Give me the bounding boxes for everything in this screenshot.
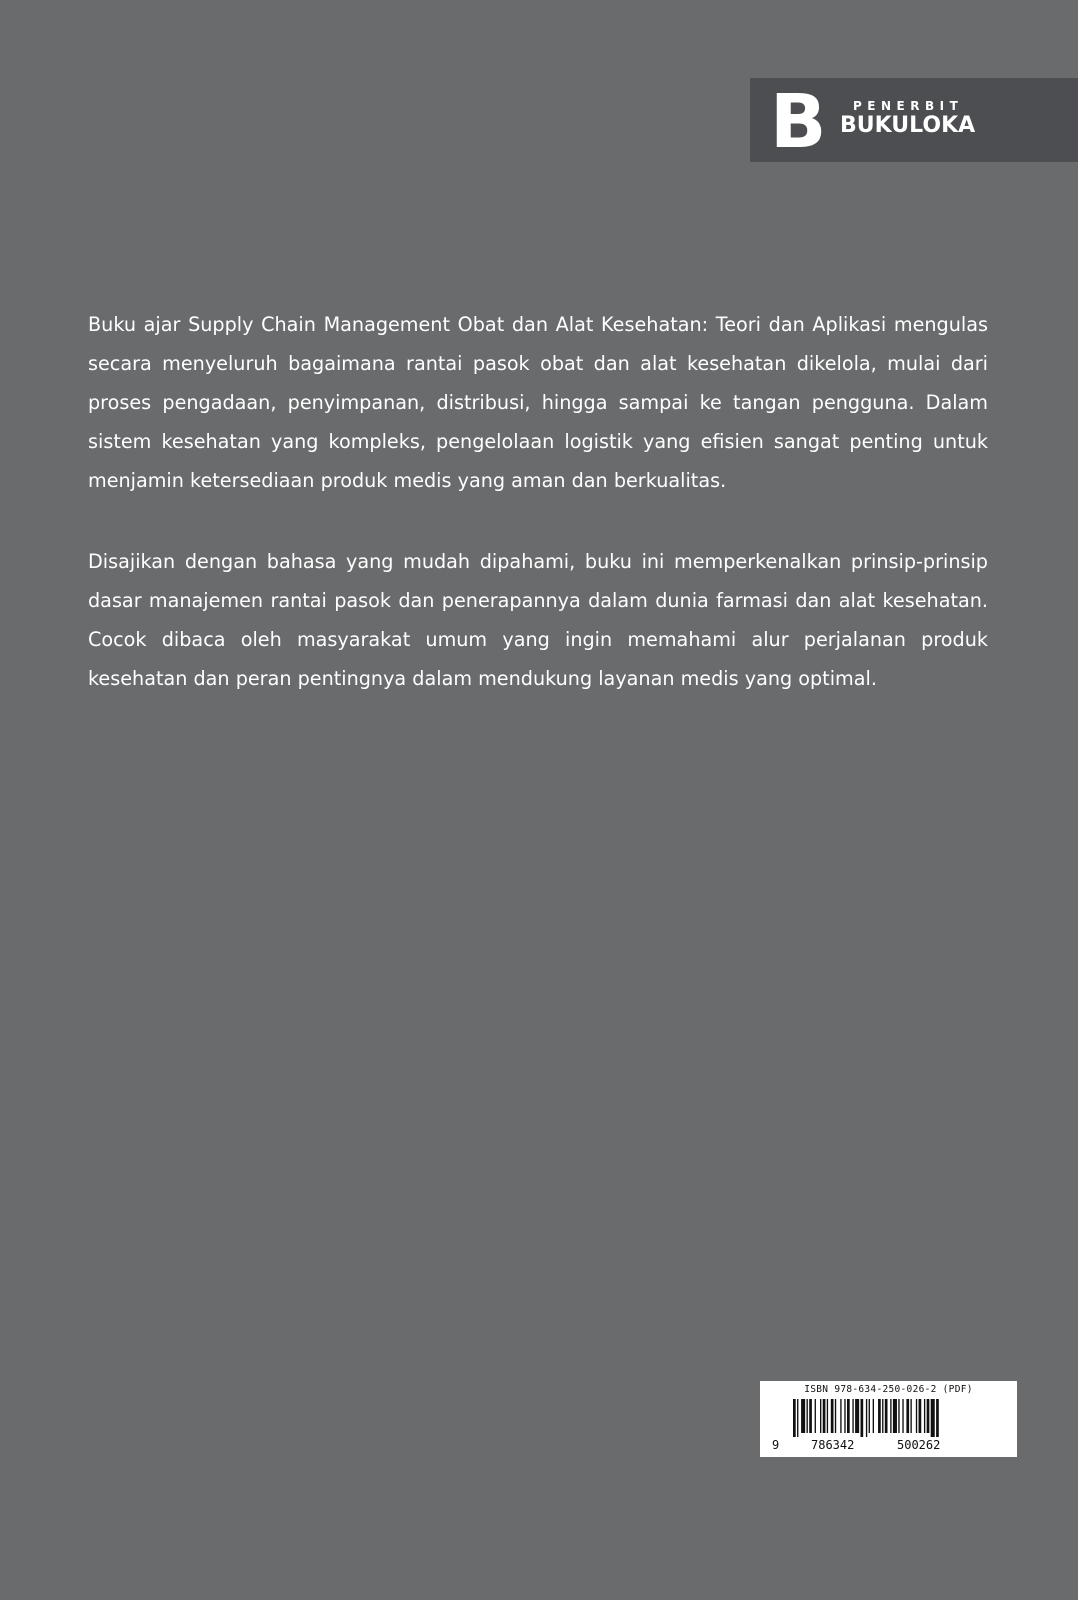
- blurb-paragraph-2: Disajikan dengan bahasa yang mudah dipahami, buku ini memperkenalkan prinsip-prinsip dasar manajemen rantai pasok dan penerapannya dalam dunia farmasi dan alat kesehatan. Cocok dibaca oleh masyarakat umum yang ingin memahami alur perjalanan produk kesehatan dan peran pentingnya dalam mendukung layanan medis yang optimal.: [88, 550, 988, 690]
- barcode-bar: [801, 1399, 805, 1433]
- barcode-bar: [809, 1399, 812, 1433]
- barcode-bar: [820, 1399, 821, 1433]
- barcode-bar: [861, 1399, 864, 1437]
- publisher-name: BUKULOKA: [840, 113, 976, 138]
- barcode-bar: [882, 1399, 883, 1433]
- barcode-digits-right: 500262: [897, 1438, 941, 1452]
- barcode-bar: [807, 1399, 808, 1433]
- barcode-bar: [893, 1399, 897, 1433]
- barcode-bar: [910, 1399, 911, 1433]
- publisher-label: PENERBIT: [853, 99, 964, 113]
- barcode-bar: [885, 1399, 888, 1433]
- barcode-bar: [931, 1399, 935, 1437]
- barcode-bar: [924, 1399, 925, 1433]
- barcode-bar: [898, 1399, 899, 1433]
- isbn-number: ISBN 978-634-250-026-2 (PDF): [804, 1384, 973, 1395]
- barcode-bar: [835, 1399, 836, 1433]
- barcode-bar: [916, 1399, 917, 1433]
- blurb-paragraph-1: Buku ajar Supply Chain Management Obat dan Alat Kesehatan: Teori dan Aplikasi mengulas secara menyeluruh bagaimana rantai pasok obat dan alat kesehatan dikelola, mulai dari proses pengadaan, penyimpanan, distribusi, hingga sampai ke tangan pengguna. Dalam sistem kesehatan yang kompleks, pengelolaan logistik yang efisien sangat penting untuk menjamin ketersediaan produk medis yang aman dan berkualitas.: [88, 313, 988, 492]
- barcode-bar: [936, 1399, 939, 1437]
- barcode-bar: [869, 1399, 870, 1433]
- isbn-barcode: [760, 1381, 1017, 1457]
- barcode-bar: [866, 1399, 867, 1437]
- barcode-bar: [840, 1399, 841, 1433]
- barcode-bar: [927, 1399, 930, 1433]
- barcode-bar: [815, 1399, 816, 1433]
- barcode-bar: [855, 1399, 859, 1433]
- barcode-bar: [823, 1399, 826, 1433]
- barcode-bar: [902, 1399, 903, 1433]
- barcode-bar: [873, 1399, 874, 1433]
- barcode-bar: [793, 1399, 796, 1437]
- barcode-digit-lead: 9: [772, 1438, 780, 1452]
- barcode-bar: [797, 1399, 798, 1437]
- barcode-bar: [906, 1399, 909, 1433]
- barcode-digits-left: 786342: [811, 1438, 855, 1452]
- publisher-logo-mark: B: [770, 79, 825, 165]
- barcode-bar: [831, 1399, 834, 1433]
- barcode-bar: [919, 1399, 922, 1433]
- barcode-bar: [844, 1399, 845, 1433]
- barcode-bar: [890, 1399, 891, 1433]
- barcode-bar: [847, 1399, 850, 1433]
- barcode-bar: [852, 1399, 853, 1433]
- barcode-bars: [793, 1399, 983, 1437]
- barcode-bar: [827, 1399, 828, 1433]
- barcode-bar: [878, 1399, 881, 1433]
- publisher-logo: [750, 78, 1078, 165]
